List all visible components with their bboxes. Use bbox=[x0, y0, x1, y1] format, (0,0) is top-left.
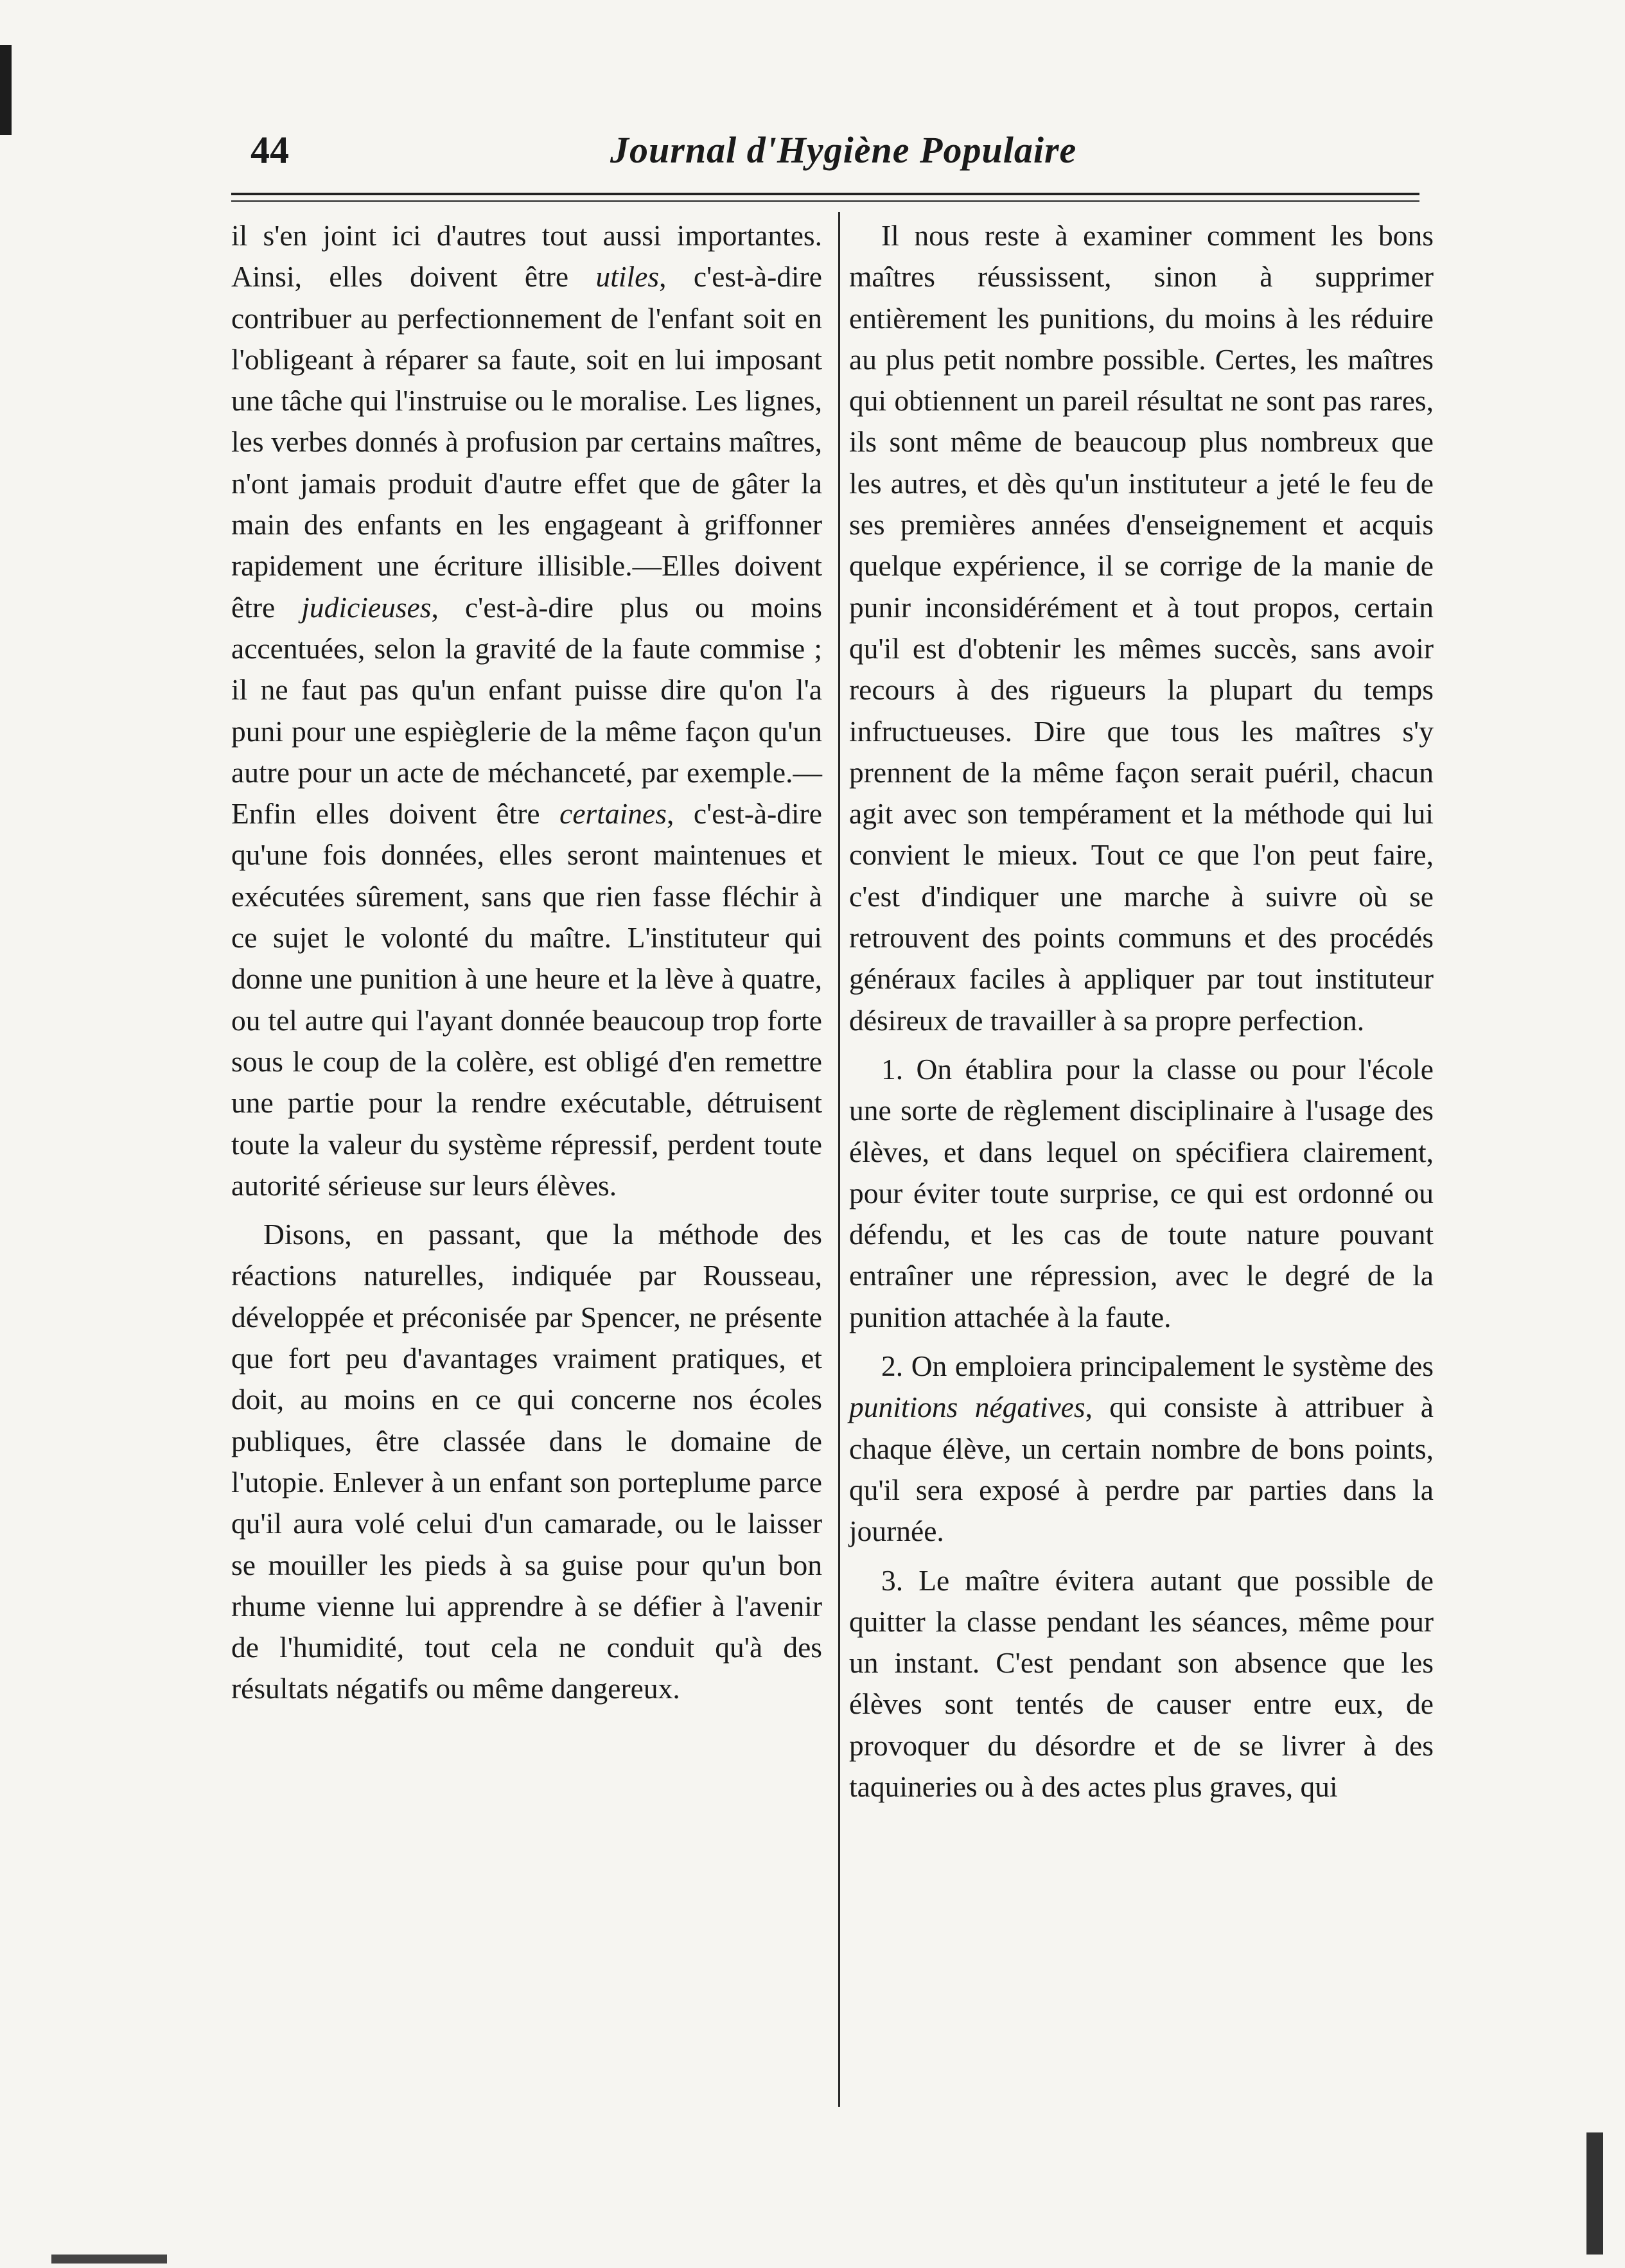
italic-term: punitions négatives bbox=[849, 1391, 1085, 1424]
text-run: , c'est-à-dire plus ou moins accentuées, selon la gravité de la faute commise ; il ne faut pas qu'un enfant puisse dire qu'on l'a puni pour une espièglerie de la même façon qu'un autre pour un acte de méchanceté, par exemple.—Enfin elles doivent être bbox=[231, 590, 822, 831]
text-run: , qui consiste à attribuer à chaque élève, un certain nombre de bons points, qu'il sera exposé à perdre par parties dans la journée. bbox=[849, 1391, 1434, 1548]
header-rule bbox=[231, 200, 1419, 202]
text-run: 2. On emploiera principalement le système des bbox=[881, 1349, 1434, 1383]
left-column bbox=[231, 215, 822, 1718]
paragraph bbox=[231, 215, 822, 1206]
scan-edge-mark bbox=[1586, 2132, 1603, 2255]
numbered-paragraph bbox=[849, 1346, 1434, 1552]
italic-term: utiles bbox=[595, 260, 660, 294]
italic-term: certaines bbox=[559, 797, 667, 831]
text-run: il s'en joint ici d'autres tout aussi importantes. Ainsi, elles doivent être bbox=[231, 219, 822, 294]
numbered-paragraph: 3. Le maître évitera autant que possible de quitter la classe pendant les séances, même pour un instant. C'est pendant son absence que les élèves sont tentés de causer entre eux, de provoquer du désordre et de se livrer à des taquineries ou à des actes plus graves, qui bbox=[849, 1563, 1434, 1803]
text-run: , c'est-à-dire contribuer au perfectionnement de l'enfant soit en l'obligeant à réparer sa faute, soit en lui imposant une tâche qui l'instruise ou le moralise. Les lignes, les verbes donnés à profusion par certains maîtres, n'ont jamais produit d'autre effet que de gâter la main des enfants en les engageant à griffonner rapidement une écriture illisible.—Elles doivent être bbox=[231, 260, 822, 624]
paragraph: Disons, en passant, que la méthode des réactions naturelles, indiquée par Rousseau, développée et préconisée par Spencer, ne présente que fort peu d'avantages vraiment pratiques, et doit, au moins en ce qui concerne nos écoles publiques, être classée dans le domaine de l'utopie. Enlever à un enfant son porteplume parce qu'il aura volé celui d'un camarade, ou le laisser se mouiller les pieds à sa guise pour qu'un bon rhume vienne lui apprendre à se défier à l'avenir de l'humidité, tout cela ne conduit qu'à des résultats négatifs ou même dangereux. bbox=[231, 1218, 822, 1705]
italic-term: judicieuses bbox=[301, 590, 432, 624]
scan-edge-mark bbox=[51, 2255, 167, 2264]
right-column bbox=[849, 215, 1434, 1815]
numbered-paragraph: 1. On établira pour la classe ou pour l'école une sorte de règlement disciplinaire à l'usage des élèves, et dans lequel on spécifiera clairement, pour éviter toute surprise, ce qui est ordonné ou défendu, et les cas de toute nature pouvant entraîner une répression, avec le degré de la punition attachée à la faute. bbox=[849, 1052, 1434, 1333]
text-run: , c'est-à-dire qu'une fois données, elles seront maintenues et exécutées sûrement, sans que rien fasse fléchir à ce sujet le volonté du maître. L'instituteur qui donne une punition à une heure et la lève à quatre, ou tel autre qui l'ayant donnée beaucoup trop forte sous le coup de la colère, est obligé d'en remettre une partie pour la rendre exécutable, détruisent toute la valeur du système répressif, perdent toute autorité sérieuse sur leurs élèves. bbox=[231, 797, 822, 1202]
page-number: 44 bbox=[250, 129, 289, 171]
journal-title: Journal d'Hygiène Populaire bbox=[610, 129, 1077, 171]
paragraph: Il nous reste à examiner comment les bons maîtres réussissent, sinon à supprimer entièrement les punitions, du moins à les réduire au plus petit nombre possible. Certes, les maîtres qui obtiennent un pareil résultat ne sont pas rares, ils sont même de beaucoup plus nombreux que les autres, et dès qu'un instituteur a jeté le feu de ses premières années d'enseignement et acquis quelque expérience, il se corrige de la manie de punir inconsidérément et à tout propos, certain qu'il est d'obtenir les mêmes succès, sans avoir recours à des rigueurs la plupart du temps infructueuses. Dire que tous les maîtres s'y prennent de la même façon serait puéril, chacun agit avec son tempérament et la méthode qui lui convient le mieux. Tout ce que l'on peut faire, c'est d'indiquer une marche à suivre où se retrouvent des points communs et des procédés généraux faciles à appliquer par tout instituteur désireux de travailler à sa propre perfection. bbox=[849, 219, 1434, 1037]
header-rule bbox=[231, 193, 1419, 195]
page-header bbox=[250, 128, 1387, 199]
column-divider bbox=[838, 212, 840, 2107]
scan-edge-mark bbox=[0, 45, 12, 135]
